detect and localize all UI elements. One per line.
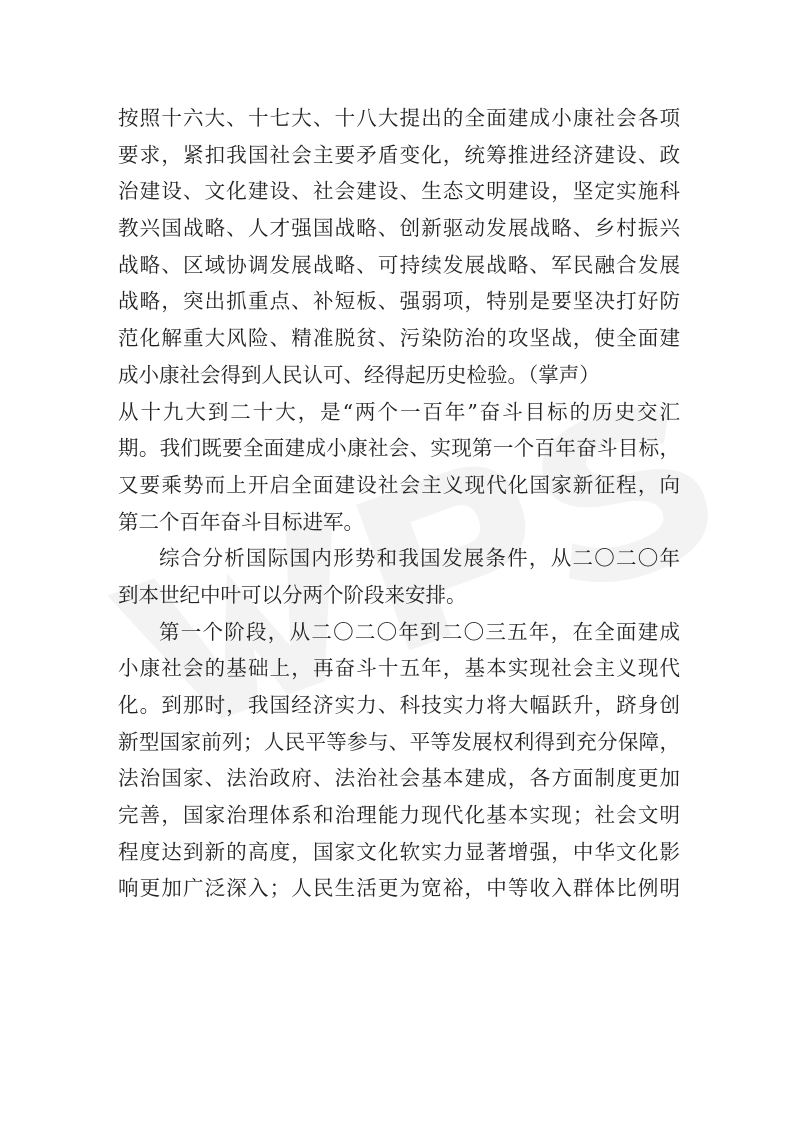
text-line: 按照十六大、十七大、十八大提出的全面建成小康社会各项 [118, 106, 680, 130]
text-line: 小康社会的基础上，再奋斗十五年，基本实现社会主义现代 [118, 656, 680, 681]
text-line: 从十九大到二十大，是“两个一百年”奋斗目标的历史交汇 [118, 399, 680, 424]
text-line: 综合分析国际国内形势和我国发展条件，从二〇二〇年 [159, 546, 680, 571]
text-line: 完善，国家治理体系和治理能力现代化基本实现；社会文明 [118, 803, 680, 828]
text-line: 法治国家、法治政府、法治社会基本建成，各方面制度更加 [118, 766, 680, 791]
text-line: 治建设、文化建设、社会建设、生态文明建设，坚定实施科 [118, 179, 680, 204]
text-line: 新型国家前列；人民平等参与、平等发展权利得到充分保障， [118, 729, 680, 754]
text-line: 程度达到新的高度，国家文化软实力显著增强，中华文化影 [118, 839, 680, 864]
text-line: 第二个百年奋斗目标进军。 [118, 509, 364, 534]
text-line: 响更加广泛深入；人民生活更为宽裕，中等收入群体比例明 [118, 876, 680, 901]
text-line: 教兴国战略、人才强国战略、创新驱动发展战略、乡村振兴 [118, 216, 680, 241]
text-line: 成小康社会得到人民认可、经得起历史检验。（掌声） [118, 362, 600, 387]
text-line: 到本世纪中叶可以分两个阶段来安排。 [118, 582, 467, 607]
text-line: 要求，紧扣我国社会主要矛盾变化，统筹推进经济建设、政 [118, 142, 680, 167]
text-line: 期。我们既要全面建成小康社会、实现第一个百年奋斗目标， [118, 436, 680, 461]
text-line: 战略、区域协调发展战略、可持续发展战略、军民融合发展 [118, 252, 680, 277]
document-body [118, 100, 680, 907]
text-line: 范化解重大风险、精准脱贫、污染防治的攻坚战，使全面建 [118, 326, 680, 351]
text-line: 化。到那时，我国经济实力、科技实力将大幅跃升，跻身创 [118, 693, 680, 717]
text-line: 战略，突出抓重点、补短板、强弱项，特别是要坚决打好防 [118, 289, 680, 314]
text-line: 第一个阶段，从二〇二〇年到二〇三五年，在全面建成 [159, 619, 680, 644]
text-line: 又要乘势而上开启全面建设社会主义现代化国家新征程，向 [118, 472, 680, 497]
